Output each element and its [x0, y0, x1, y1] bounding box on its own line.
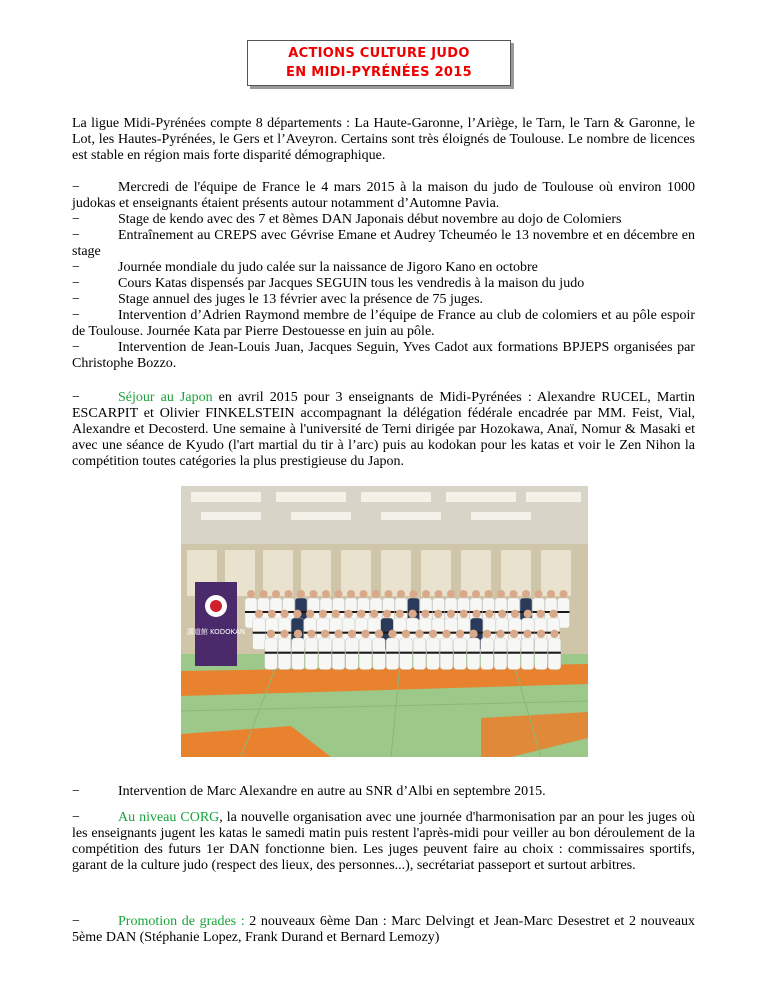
grades-highlight: Promotion de grades : [118, 914, 245, 929]
grades-text: 2 nouveaux 6ème Dan : Marc Delvingt et Jean-Marc Desestret et 2 nouveaux 5ème DAN (Stéphanie Lopez, Frank Durand et Bernard Lemozy) [72, 914, 695, 945]
list-item-text: Intervention de Jean-Louis Juan, Jacques Seguin, Yves Cadot aux formations BPJEPS organisées par Christophe Bozzo. [72, 340, 695, 371]
snr-paragraph [72, 784, 695, 800]
bullet: − [72, 276, 80, 291]
list-item-text: Mercredi de l'équipe de France le 4 mars 2015 à la maison du judo de Toulouse où environ 1000 judokas et enseignants étaient présents autour notamment d’Automne Pavia. [72, 180, 695, 211]
list-item-text: Intervention d’Adrien Raymond membre de l’équipe de France au club de colomiers et au pôle espoir de Toulouse. Journée Kata par Pierre Destouesse en juin au pôle. [72, 308, 695, 339]
banner-text: 講道館 KODOKAN [186, 628, 246, 636]
list-item [72, 180, 695, 212]
snr-text: Intervention de Marc Alexandre en autre au SNR d’Albi en septembre 2015. [118, 784, 546, 799]
bullet: − [72, 308, 80, 323]
dojo-photo-illustration [181, 486, 588, 757]
corg-text: , la nouvelle organisation avec une journée d'harmonisation par an pour les juges où les enseignants jugent les katas le samedi matin puis restent l'après-midi pour veiller au bon déroulement de la compétition des futurs 1er DAN fonctionne bien. Les juges peuvent faire au choix : commissaires sportifs, garant de la culture judo (respect des lieux, des personnes...), secrétariat passeport et surtout arbitres. [72, 810, 696, 873]
list-item-text: Entraînement au CREPS avec Gévrise Emane et Audrey Tcheuméo le 13 novembre et en décembre en stage [72, 228, 695, 259]
list-item-text: Stage de kendo avec des 7 et 8èmes DAN Japonais début novembre au dojo de Colomiers [118, 212, 622, 227]
list-item-text: Stage annuel des juges le 13 février avec la présence de 75 juges. [118, 292, 484, 307]
intro-paragraph: La ligue Midi-Pyrénées compte 8 départements : La Haute-Garonne, l’Ariège, le Tarn, le Tarn & Garonne, le Lot, les Hautes-Pyrénées, le Gers et l’Aveyron. Certains sont très éloignés de Toulouse. Le nombre de licences est stable en région mais forte disparité démographique. [72, 116, 695, 163]
list-item [72, 340, 695, 372]
grades-paragraph [72, 914, 695, 946]
bullet: − [72, 914, 80, 929]
corg-paragraph [72, 810, 695, 874]
list-item [72, 292, 695, 308]
list-item-text: Cours Katas dispensés par Jacques SEGUIN tous les vendredis à la maison du judo [118, 276, 585, 291]
bullet: − [72, 212, 80, 227]
bullet: − [72, 390, 80, 405]
japan-paragraph [72, 390, 695, 470]
list-item [72, 260, 695, 276]
japan-highlight: Séjour au Japon [118, 390, 213, 405]
corg-highlight: Au niveau CORG [118, 810, 220, 825]
list-item [72, 308, 695, 340]
bullet: − [72, 810, 80, 825]
list-item [72, 276, 695, 292]
bullet: − [72, 228, 80, 243]
bullet: − [72, 784, 80, 799]
title-box [247, 40, 511, 86]
list-item [72, 212, 695, 228]
title-line-1: ACTIONS CULTURE JUDO [288, 46, 470, 61]
group-photo [181, 486, 588, 757]
bullet: − [72, 260, 80, 275]
bullet: − [72, 292, 80, 307]
list-item-text: Journée mondiale du judo calée sur la naissance de Jigoro Kano en octobre [118, 260, 538, 275]
bullet: − [72, 340, 80, 355]
japan-text: en avril 2015 pour 3 enseignants de Midi-Pyrénées : Alexandre RUCEL, Martin ESCARPIT et Olivier FINKELSTEIN accompagnant la délégation fédérale encadrée par MM. Feist, Vial, Alexandre et Decosterd. Une semaine à l'université de Terni dirigée par Hozokawa, Anaï, Nomur & Masaki et avec une séance de Kyudo (l'art martial du tir à l’arc) puis au kodokan pour les katas et voir le Zen Nihon la compétition toutes catégories la plus prestigieuse du Japon. [72, 390, 695, 469]
list-item [72, 228, 695, 260]
bullet: − [72, 180, 80, 195]
title-line-2: EN MIDI-PYRÉNÉES 2015 [286, 65, 472, 80]
